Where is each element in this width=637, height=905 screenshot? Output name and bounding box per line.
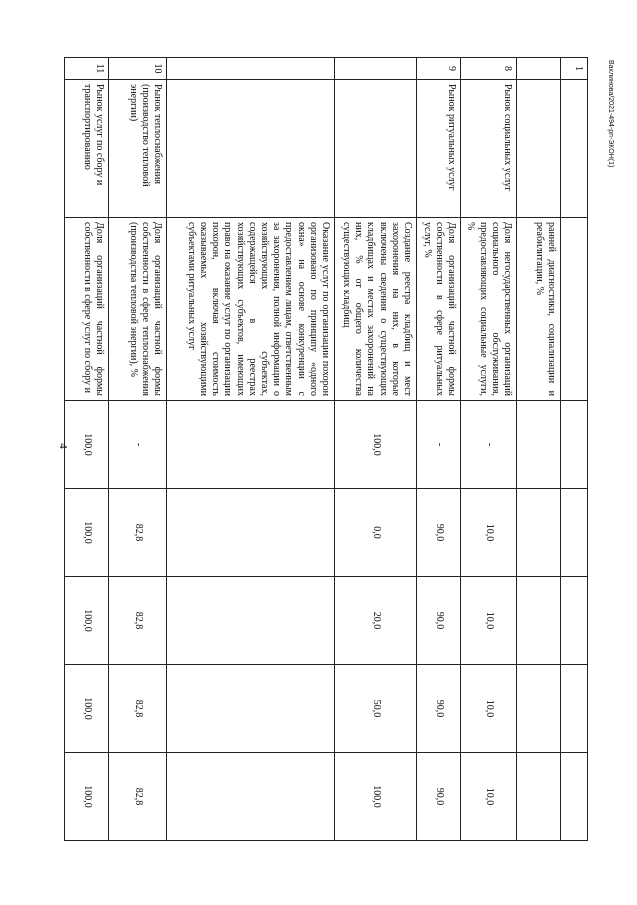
value-cell: 0,0 — [335, 489, 417, 577]
value-cell — [517, 489, 561, 577]
value-cell: 100,0 — [65, 401, 109, 489]
value-cell: 90,0 — [417, 577, 461, 665]
indicator-cell: Доля организаций частной формы собственности в сфере теплоснабжения (производства тепловой энергии), % — [109, 218, 167, 401]
value-cell: 90,0 — [417, 665, 461, 753]
row-num: 9 — [417, 58, 461, 80]
value-cell — [517, 665, 561, 753]
market-cell: Рынок ритуальных услуг — [417, 80, 461, 218]
header-num-cell: 1 — [561, 58, 588, 80]
value-cell: 10,0 — [461, 577, 517, 665]
value-cell: 90,0 — [417, 489, 461, 577]
table-row — [167, 58, 335, 841]
value-cell: - — [417, 401, 461, 489]
indicator-cell: Доля организаций частной формы собственности в сфере услуг по сбору и — [65, 218, 109, 401]
header-cell — [561, 218, 588, 401]
row-num — [167, 58, 335, 80]
value-cell: 10,0 — [461, 753, 517, 841]
row-num — [517, 58, 561, 80]
value-cell: 82,8 — [109, 489, 167, 577]
indicator-cell: Оказание услуг по организации похорон организовано по принципу «одного окна» на основе конкуренции с предоставлением лицам, ответственным за захоронения, полной информации о хозяйствующих субъектах, содержащейся в реестрах хозяйствующих субъектов, имеющих право на оказание услуг по организации похорон, включая стоимость оказываемых хозяйствующими субъектами ритуальных услуг — [167, 218, 335, 401]
page-number: 4 — [56, 443, 69, 449]
table-row — [109, 58, 167, 841]
market-cell: Рынок социальных услуг — [461, 80, 517, 218]
market-cell — [517, 80, 561, 218]
document-stamp-text: Вахлинова/2021-494-рп-ЭКОН(1) — [607, 60, 614, 168]
value-cell: 10,0 — [461, 489, 517, 577]
value-cell: 100,0 — [335, 401, 417, 489]
value-cell: 100,0 — [65, 665, 109, 753]
indicator-cell: Доля негосударственных организаций социального обслуживания, предоставляющих социальные услуги, % — [461, 218, 517, 401]
value-cell — [167, 489, 335, 577]
header-cell — [561, 665, 588, 753]
market-cell: Рынок теплоснабжения (производство тепловой энергии) — [109, 80, 167, 218]
row-num: 10 — [109, 58, 167, 80]
value-cell: 100,0 — [335, 753, 417, 841]
value-cell — [167, 753, 335, 841]
indicator-cell: ранней диагностики, социализации и реабилитации, % — [517, 218, 561, 401]
value-cell: 100,0 — [65, 577, 109, 665]
table-row — [417, 58, 461, 841]
value-cell: 82,8 — [109, 577, 167, 665]
value-cell: 50,0 — [335, 665, 417, 753]
document-stamp — [600, 60, 614, 260]
market-cell — [335, 80, 417, 218]
header-cell — [561, 80, 588, 218]
value-cell: 20,0 — [335, 577, 417, 665]
header-cell — [561, 577, 588, 665]
market-cell — [167, 80, 335, 218]
row-num: 11 — [65, 58, 109, 80]
row-num — [335, 58, 417, 80]
value-cell: 100,0 — [65, 753, 109, 841]
market-cell: Рынок услуг по сбору и транспортированию — [65, 80, 109, 218]
header-cell — [561, 753, 588, 841]
value-cell: 10,0 — [461, 665, 517, 753]
indicator-cell: Создание реестра кладбищ и мест захоронения на них, в которые включены сведения о существующих кладбищах и местах захоронений на них, % от общего количества существующих кладбищ — [335, 218, 417, 401]
indicators-table — [64, 57, 588, 841]
table-header-row — [561, 58, 588, 841]
value-cell — [167, 577, 335, 665]
value-cell: 82,8 — [109, 753, 167, 841]
value-cell: - — [109, 401, 167, 489]
value-cell — [517, 577, 561, 665]
value-cell — [517, 753, 561, 841]
value-cell: - — [461, 401, 517, 489]
rotated-table-wrapper — [81, 57, 588, 840]
header-cell — [561, 489, 588, 577]
value-cell — [167, 665, 335, 753]
row-num: 8 — [461, 58, 517, 80]
value-cell — [517, 401, 561, 489]
header-cell — [561, 401, 588, 489]
value-cell: 82,8 — [109, 665, 167, 753]
value-cell: 100,0 — [65, 489, 109, 577]
indicator-cell: Доля организаций частной формы собственности в сфере ритуальных услуг, % — [417, 218, 461, 401]
value-cell: 90,0 — [417, 753, 461, 841]
value-cell — [167, 401, 335, 489]
table-row — [65, 58, 109, 841]
table-row — [335, 58, 417, 841]
table-row — [517, 58, 561, 841]
table-row — [461, 58, 517, 841]
